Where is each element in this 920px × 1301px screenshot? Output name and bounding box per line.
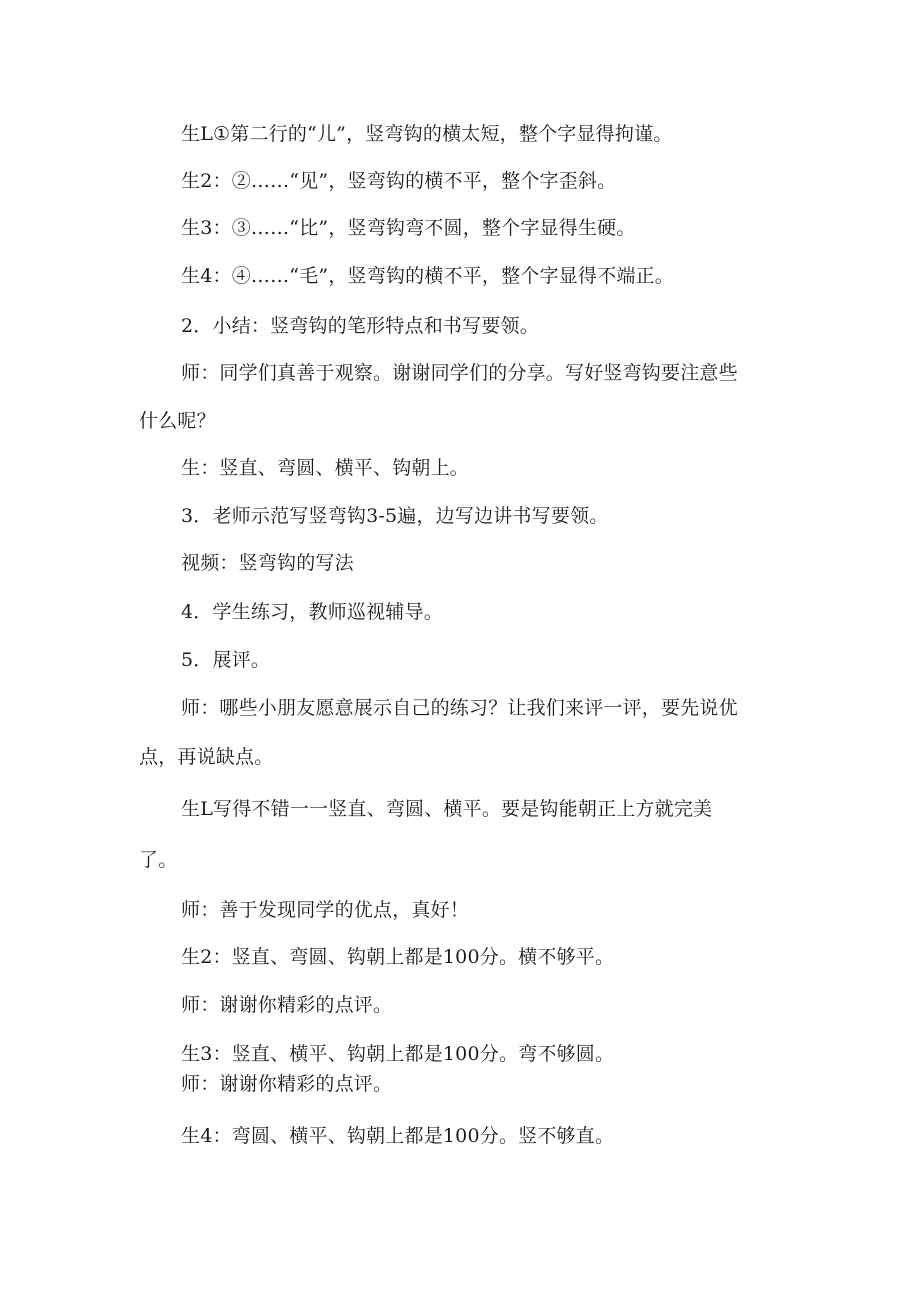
text-line: 师：谢谢你精彩的点评。: [181, 1073, 393, 1095]
text-line: 了。: [139, 849, 178, 871]
text-line: 生2：②……“见”，竖弯钩的横不平，整个字歪斜。: [181, 170, 617, 192]
text-line: 生3：竖直、横平、钩朝上都是100分。弯不够圆。: [181, 1043, 615, 1065]
text-line: 师：善于发现同学的优点，真好！: [181, 899, 470, 921]
text-line: 生：竖直、弯圆、横平、钩朝上。: [181, 457, 470, 479]
text-line: 师：同学们真善于观察。谢谢同学们的分享。写好竖弯钩要注意些: [181, 362, 738, 384]
text-line: 生4：弯圆、横平、钩朝上都是100分。竖不够直。: [181, 1125, 615, 1147]
text-line: 5．展评。: [181, 649, 271, 671]
text-line: 4．学生练习，教师巡视辅导。: [181, 601, 443, 623]
text-line: 生2：竖直、弯圆、钩朝上都是100分。横不够平。: [181, 946, 615, 968]
text-line: 3．老师示范写竖弯钩3-5遍，边写边讲书写要领。: [181, 505, 609, 527]
text-line: 师：哪些小朋友愿意展示自己的练习？让我们来评一评，要先说优: [181, 697, 738, 719]
text-line: 视频：竖弯钩的写法: [181, 552, 354, 574]
text-line: 什么呢？: [139, 410, 216, 432]
text-line: 生4：④……“毛”，竖弯钩的横不平，整个字显得不端正。: [181, 265, 674, 287]
text-line: 2．小结：竖弯钩的笔形特点和书写要领。: [181, 315, 539, 337]
text-line: 生L①第二行的“儿”，竖弯钩的横太短，整个字显得拘谨。: [181, 123, 673, 145]
text-line: 点，再说缺点。: [139, 746, 274, 768]
text-line: 师：谢谢你精彩的点评。: [181, 994, 393, 1016]
text-line: 生3：③……“比”，竖弯钩弯不圆，整个字显得生硬。: [181, 217, 636, 239]
text-line: 生L写得不错一一竖直、弯圆、横平。要是钩能朝正上方就完美: [181, 798, 713, 820]
